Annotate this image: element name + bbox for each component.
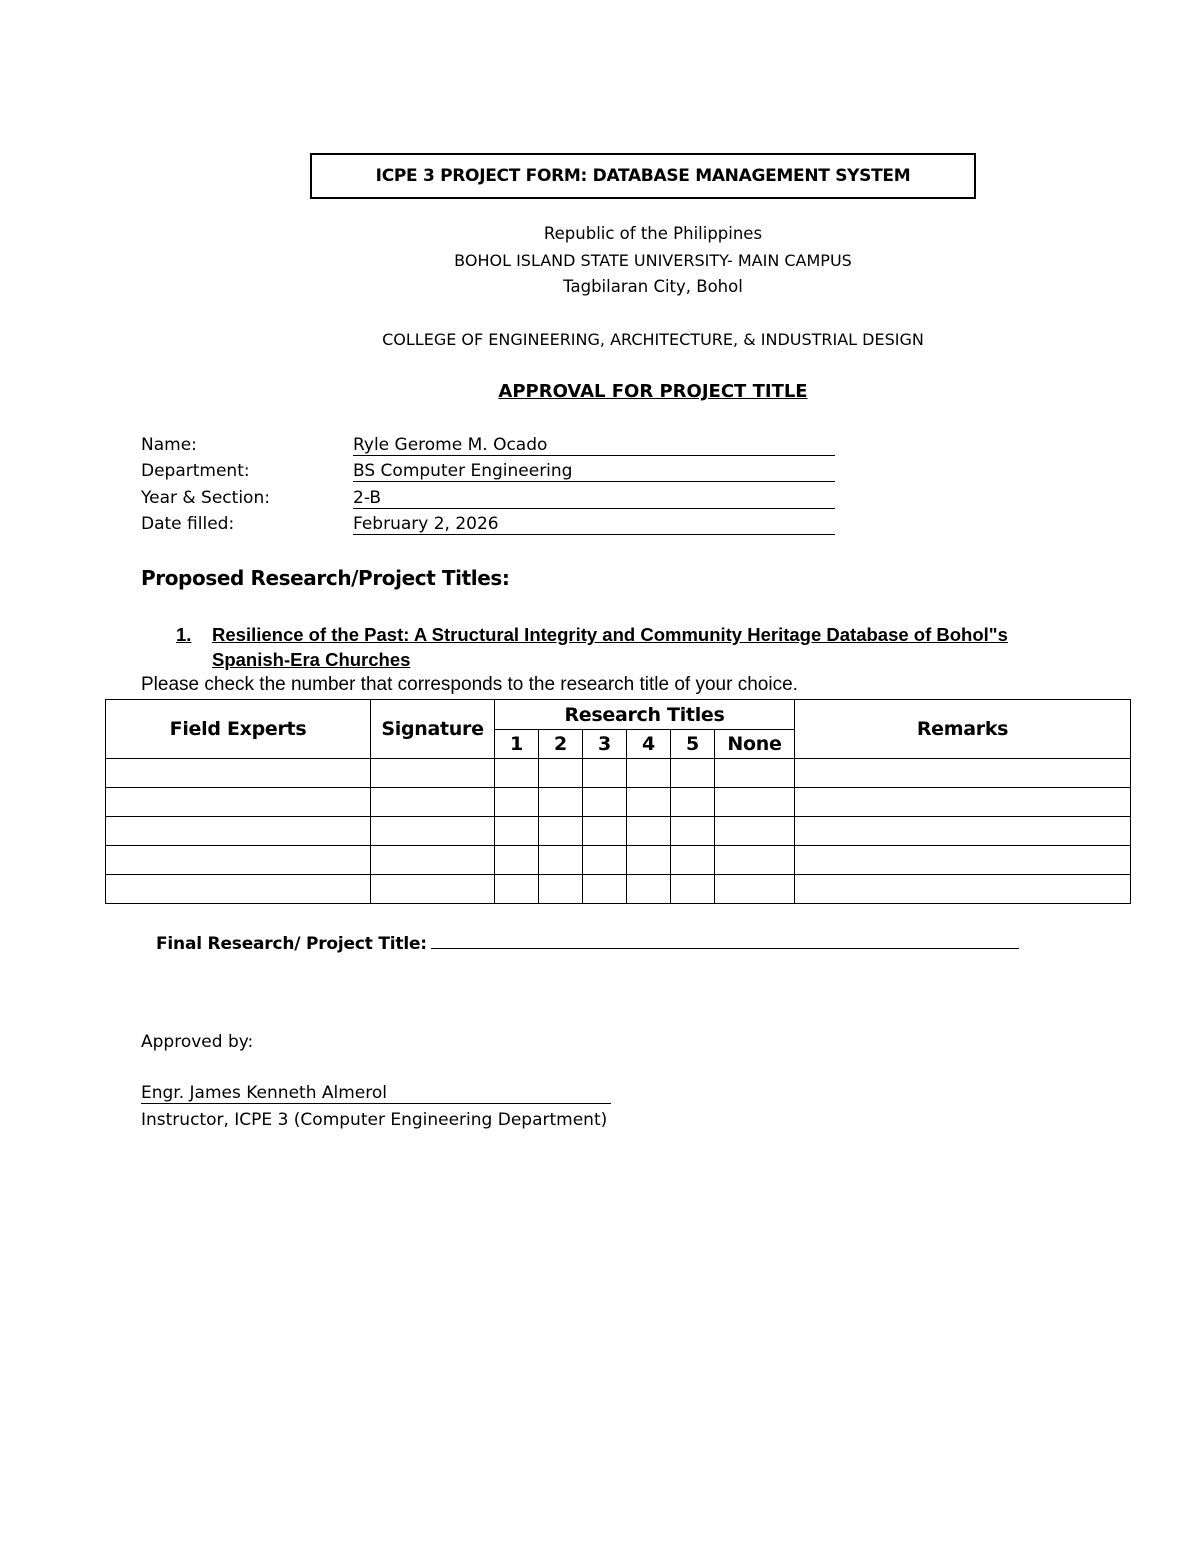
approver-role: Instructor, ICPE 3 (Computer Engineering Department) — [141, 1110, 608, 1130]
header-college: COLLEGE OF ENGINEERING, ARCHITECTURE, & INDUSTRIAL DESIGN — [382, 330, 924, 349]
title-check-cell-1[interactable] — [495, 875, 539, 904]
header-title-4: 4 — [627, 730, 671, 759]
title-check-cell-6[interactable] — [715, 875, 795, 904]
field-expert-cell[interactable] — [106, 817, 371, 846]
approval-heading-text: APPROVAL FOR PROJECT TITLE — [498, 381, 808, 402]
final-title-field[interactable] — [431, 932, 1019, 949]
approved-by-label: Approved by: — [141, 1032, 254, 1052]
title-check-cell-6[interactable] — [715, 788, 795, 817]
header-title-3: 3 — [583, 730, 627, 759]
title-check-cell-5[interactable] — [671, 759, 715, 788]
year-section-label: Year & Section: — [141, 488, 270, 508]
final-title-row — [156, 932, 1019, 954]
title-check-cell-6[interactable] — [715, 817, 795, 846]
proposed-title-text: Resilience of the Past: A Structural Integrity and Community Heritage Database of Bohol"s Spanish-Era Churches — [212, 624, 1008, 670]
title-check-cell-4[interactable] — [627, 875, 671, 904]
header-signature: Signature — [371, 700, 495, 759]
title-check-cell-4[interactable] — [627, 759, 671, 788]
department-label: Department: — [141, 461, 250, 481]
title-check-cell-6[interactable] — [715, 846, 795, 875]
field-expert-cell[interactable] — [106, 788, 371, 817]
title-check-cell-1[interactable] — [495, 846, 539, 875]
title-check-cell-2[interactable] — [539, 846, 583, 875]
approver-name: Engr. James Kenneth Almerol — [141, 1083, 611, 1104]
signature-cell[interactable] — [371, 817, 495, 846]
title-check-cell-4[interactable] — [627, 817, 671, 846]
header-title-2: 2 — [539, 730, 583, 759]
final-title-label: Final Research/ Project Title: — [156, 934, 427, 954]
table-row — [106, 759, 1131, 788]
proposed-title-number: 1. — [176, 624, 192, 645]
field-expert-cell[interactable] — [106, 875, 371, 904]
field-experts-table — [105, 699, 1131, 904]
title-check-cell-3[interactable] — [583, 759, 627, 788]
table-row — [106, 817, 1131, 846]
header-remarks: Remarks — [795, 700, 1131, 759]
title-check-cell-3[interactable] — [583, 817, 627, 846]
form-title-box — [310, 153, 976, 199]
table-row — [106, 875, 1131, 904]
title-check-cell-1[interactable] — [495, 788, 539, 817]
title-check-cell-5[interactable] — [671, 788, 715, 817]
field-expert-cell[interactable] — [106, 759, 371, 788]
header-title-1: 1 — [495, 730, 539, 759]
title-check-cell-6[interactable] — [715, 759, 795, 788]
header-title-5: 5 — [671, 730, 715, 759]
proposed-titles-heading: Proposed Research/Project Titles: — [141, 566, 510, 590]
title-check-cell-1[interactable] — [495, 817, 539, 846]
title-check-cell-4[interactable] — [627, 846, 671, 875]
date-filled-label: Date filled: — [141, 514, 235, 534]
header-university: BOHOL ISLAND STATE UNIVERSITY- MAIN CAMPUS — [454, 251, 852, 270]
title-check-cell-5[interactable] — [671, 817, 715, 846]
remarks-cell[interactable] — [795, 759, 1131, 788]
date-filled-field[interactable]: February 2, 2026 — [353, 514, 835, 535]
title-check-cell-4[interactable] — [627, 788, 671, 817]
signature-cell[interactable] — [371, 759, 495, 788]
remarks-cell[interactable] — [795, 817, 1131, 846]
signature-cell[interactable] — [371, 875, 495, 904]
title-check-cell-3[interactable] — [583, 875, 627, 904]
title-check-cell-2[interactable] — [539, 817, 583, 846]
header-country: Republic of the Philippines — [543, 224, 763, 243]
department-field[interactable]: BS Computer Engineering — [353, 461, 835, 482]
header-research-titles: Research Titles — [495, 700, 795, 730]
year-section-field[interactable]: 2-B — [353, 488, 835, 509]
approval-heading — [0, 381, 1200, 402]
header-field-experts: Field Experts — [106, 700, 371, 759]
remarks-cell[interactable] — [795, 875, 1131, 904]
field-expert-cell[interactable] — [106, 846, 371, 875]
title-check-cell-1[interactable] — [495, 759, 539, 788]
header-title-none: None — [715, 730, 795, 759]
table-row — [106, 846, 1131, 875]
title-check-cell-5[interactable] — [671, 846, 715, 875]
signature-cell[interactable] — [371, 788, 495, 817]
remarks-cell[interactable] — [795, 788, 1131, 817]
instruction-text: Please check the number that corresponds to the research title of your choice. — [141, 674, 798, 695]
title-check-cell-2[interactable] — [539, 875, 583, 904]
title-check-cell-3[interactable] — [583, 788, 627, 817]
name-label: Name: — [141, 435, 197, 455]
header-city: Tagbilaran City, Bohol — [563, 277, 743, 296]
name-field[interactable]: Ryle Gerome M. Ocado — [353, 435, 835, 456]
signature-cell[interactable] — [371, 846, 495, 875]
table-row — [106, 788, 1131, 817]
title-check-cell-2[interactable] — [539, 788, 583, 817]
title-check-cell-5[interactable] — [671, 875, 715, 904]
title-check-cell-3[interactable] — [583, 846, 627, 875]
remarks-cell[interactable] — [795, 846, 1131, 875]
title-check-cell-2[interactable] — [539, 759, 583, 788]
form-title: ICPE 3 PROJECT FORM: DATABASE MANAGEMENT SYSTEM — [375, 166, 911, 186]
